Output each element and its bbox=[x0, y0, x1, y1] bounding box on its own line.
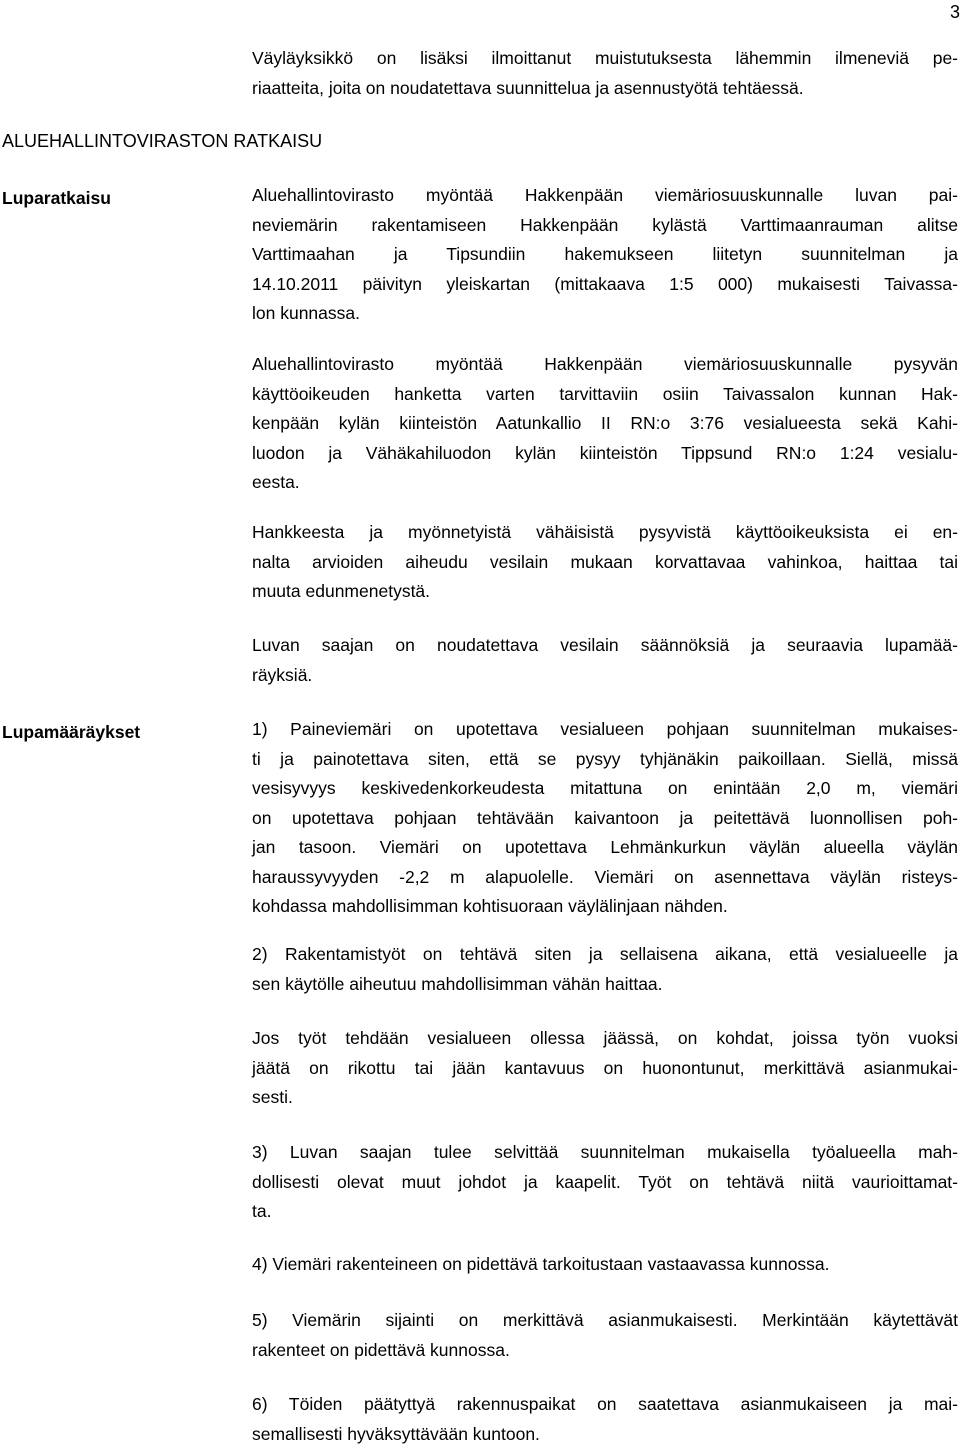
luparatkaisu-paragraph-1 bbox=[252, 181, 958, 329]
lupamaaraykset-heading: Lupamääräykset bbox=[2, 721, 140, 743]
paragraph-line: 2) Rakentamistyöt on tehtävä siten ja sellaisena aikana, että vesialueelle ja bbox=[252, 940, 958, 970]
paragraph-line: neviemärin rakentamiseen Hakkenpään kylästä Varttimaanrauman alitse bbox=[252, 211, 958, 241]
paragraph-line: jäätä on rikottu tai jään kantavuus on huonontunut, merkittävä asianmukai- bbox=[252, 1054, 958, 1084]
paragraph-line: Aluehallintovirasto myöntää Hakkenpään viemäriosuuskunnalle pysyvän bbox=[252, 350, 958, 380]
paragraph-line: haraussyvyyden -2,2 m alapuolelle. Viemäri on asennettava väylän risteys- bbox=[252, 863, 958, 893]
paragraph-line: 4) Viemäri rakenteineen on pidettävä tarkoitustaan vastaavassa kunnossa. bbox=[252, 1250, 958, 1280]
condition-1 bbox=[252, 715, 958, 922]
paragraph-line: 6) Töiden päätyttyä rakennuspaikat on saatettava asianmukaiseen ja mai- bbox=[252, 1390, 958, 1420]
paragraph-line: vesisyvyys keskivedenkorkeudesta mitattuna on enintään 2,0 m, viemäri bbox=[252, 774, 958, 804]
paragraph-line: lon kunnassa. bbox=[252, 299, 958, 329]
paragraph-line: kohdassa mahdollisimman kohtisuoraan väylälinjaan nähden. bbox=[252, 892, 958, 922]
paragraph-line: kenpään kylän kiinteistön Aatunkallio II RN:o 3:76 vesialueesta sekä Kahi- bbox=[252, 409, 958, 439]
paragraph-line: luodon ja Vähäkahiluodon kylän kiinteistön Tippsund RN:o 1:24 vesialu- bbox=[252, 439, 958, 469]
condition-2 bbox=[252, 940, 958, 999]
paragraph-line: ti ja painotettava siten, että se pysyy tyhjänäkin paikoillaan. Siellä, missä bbox=[252, 745, 958, 775]
page-number: 3 bbox=[950, 2, 960, 22]
paragraph-line: semallisesti hyväksyttävään kuntoon. bbox=[252, 1420, 958, 1449]
intro-line: Väyläyksikkö on lisäksi ilmoittanut muistutuksesta lähemmin ilmeneviä pe- bbox=[252, 44, 958, 74]
paragraph-line: on upotettava pohjaan tehtävään kaivantoon ja peitettävä luonnollisen poh- bbox=[252, 804, 958, 834]
luparatkaisu-paragraph-3 bbox=[252, 518, 958, 607]
paragraph-line: 14.10.2011 päivityn yleiskartan (mittakaava 1:5 000) mukaisesti Taivassa- bbox=[252, 270, 958, 300]
paragraph-line: räyksiä. bbox=[252, 661, 958, 691]
condition-5 bbox=[252, 1306, 958, 1365]
paragraph-line: rakenteet on pidettävä kunnossa. bbox=[252, 1336, 958, 1366]
condition-6 bbox=[252, 1390, 958, 1449]
paragraph-line: 3) Luvan saajan tulee selvittää suunnitelman mukaisella työalueella mah- bbox=[252, 1138, 958, 1168]
condition-4 bbox=[252, 1250, 958, 1280]
paragraph-line: dollisesti olevat muut johdot ja kaapelit. Työt on tehtävä niitä vaurioittamat- bbox=[252, 1168, 958, 1198]
paragraph-line: ta. bbox=[252, 1197, 958, 1227]
paragraph-line: 5) Viemärin sijainti on merkittävä asianmukaisesti. Merkintään käytettävät bbox=[252, 1306, 958, 1336]
luparatkaisu-heading: Luparatkaisu bbox=[2, 187, 111, 209]
luparatkaisu-paragraph-2 bbox=[252, 350, 958, 498]
condition-2-ice-note bbox=[252, 1024, 958, 1113]
paragraph-line: Luvan saajan on noudatettava vesilain säännöksiä ja seuraavia lupamää- bbox=[252, 631, 958, 661]
paragraph-line: Hankkeesta ja myönnetyistä vähäisistä pysyvistä käyttöoikeuksista ei en- bbox=[252, 518, 958, 548]
paragraph-line: sesti. bbox=[252, 1083, 958, 1113]
paragraph-line: muuta edunmenetystä. bbox=[252, 577, 958, 607]
paragraph-line: nalta arvioiden aiheudu vesilain mukaan korvattavaa vahinkoa, haittaa tai bbox=[252, 548, 958, 578]
condition-3 bbox=[252, 1138, 958, 1227]
luparatkaisu-paragraph-4 bbox=[252, 631, 958, 690]
paragraph-line: jan tasoon. Viemäri on upotettava Lehmänkurkun väylän alueella väylän bbox=[252, 833, 958, 863]
paragraph-line: Varttimaahan ja Tipsundiin hakemukseen liitetyn suunnitelman ja bbox=[252, 240, 958, 270]
paragraph-line: käyttöoikeuden hanketta varten tarvittaviin osiin Taivassalon kunnan Hak- bbox=[252, 380, 958, 410]
paragraph-line: Aluehallintovirasto myöntää Hakkenpään viemäriosuuskunnalle luvan pai- bbox=[252, 181, 958, 211]
paragraph-line: sen käytölle aiheutuu mahdollisimman vähän haittaa. bbox=[252, 970, 958, 1000]
paragraph-line: 1) Paineviemäri on upotettava vesialueen pohjaan suunnitelman mukaises- bbox=[252, 715, 958, 745]
section-heading: ALUEHALLINTOVIRASTON RATKAISU bbox=[2, 130, 322, 152]
paragraph-line: Jos työt tehdään vesialueen ollessa jäässä, on kohdat, joissa työn vuoksi bbox=[252, 1024, 958, 1054]
paragraph-line: eesta. bbox=[252, 468, 958, 498]
intro-paragraph bbox=[252, 44, 958, 103]
intro-line: riaatteita, joita on noudatettava suunnittelua ja asennustyötä tehtäessä. bbox=[252, 74, 958, 104]
